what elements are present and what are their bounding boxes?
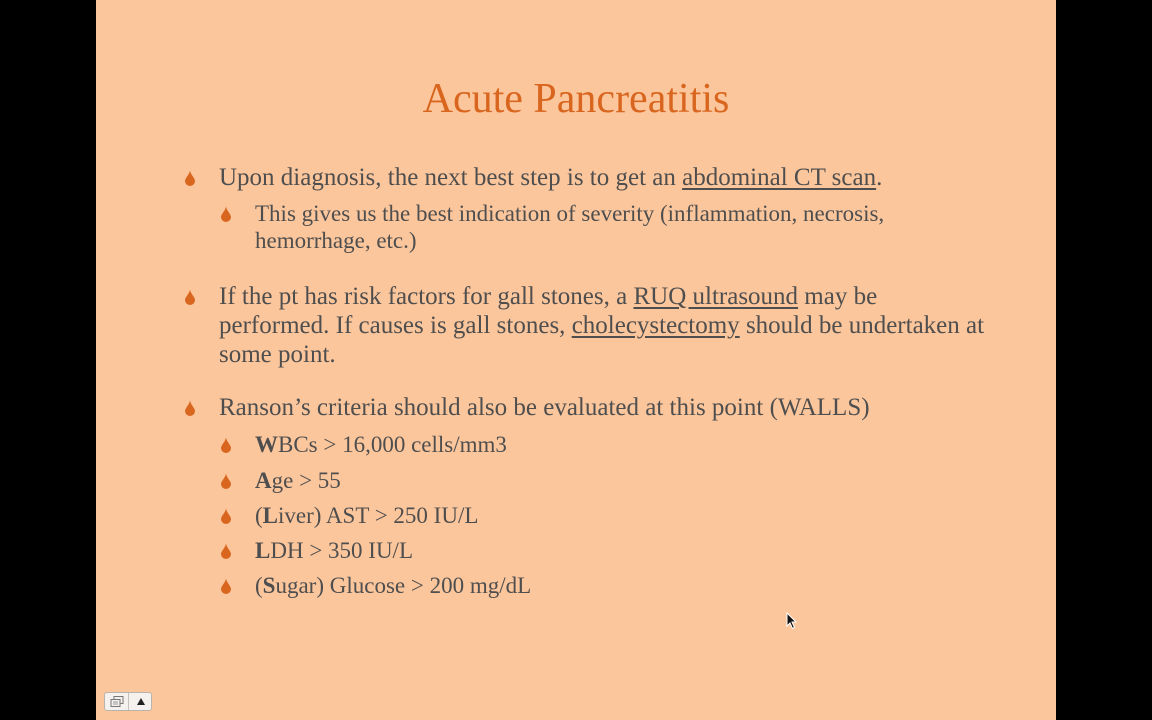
teardrop-bullet-icon (220, 508, 232, 524)
teardrop-bullet-icon (184, 170, 196, 186)
teardrop-bullet-icon (184, 400, 196, 416)
menu-up-button[interactable] (129, 693, 152, 710)
walls-item-sugar: (Sugar) Glucose > 200 mg/dL (255, 572, 975, 599)
walls-item-liver: (Liver) AST > 250 IU/L (255, 502, 975, 529)
teardrop-bullet-icon (220, 578, 232, 594)
teardrop-bullet-icon (184, 289, 196, 305)
walls-item-wbc: WBCs > 16,000 cells/mm3 (255, 431, 975, 458)
ruq-ultrasound-link: RUQ ultrasound (633, 283, 799, 310)
walls-item-ldh: LDH > 350 IU/L (255, 537, 975, 564)
slide-title: Acute Pancreatitis (422, 76, 730, 122)
bullet-ct-scan: Upon diagnosis, the next best step is to get an abdominal CT scan. (219, 163, 989, 192)
teardrop-bullet-icon (220, 473, 232, 489)
bullet-ransons-criteria: Ranson’s criteria should also be evaluated at this point (WALLS) (219, 393, 989, 422)
cholecystectomy-link: cholecystectomy (571, 312, 740, 339)
sub-bullet-severity: This gives us the best indication of severity (inflammation, necrosis, hemorrhage, etc.) (255, 200, 975, 254)
triangle-up-icon (136, 697, 146, 706)
slide (96, 0, 1056, 720)
abdominal-ct-scan-link: abdominal CT scan (682, 164, 877, 191)
walls-item-age: Age > 55 (255, 467, 975, 494)
slide-view-button[interactable] (105, 693, 129, 710)
teardrop-bullet-icon (220, 437, 232, 453)
presenter-toolbar (104, 692, 152, 711)
slide-view-icon (110, 696, 124, 707)
mouse-pointer-icon (786, 612, 798, 630)
teardrop-bullet-icon (220, 206, 232, 222)
bullet-gall-stones: If the pt has risk factors for gall stones, a RUQ ultrasound may be performed. If causes is gall stones, cholecystectomy should be undertaken at some point. (219, 282, 989, 369)
teardrop-bullet-icon (220, 543, 232, 559)
